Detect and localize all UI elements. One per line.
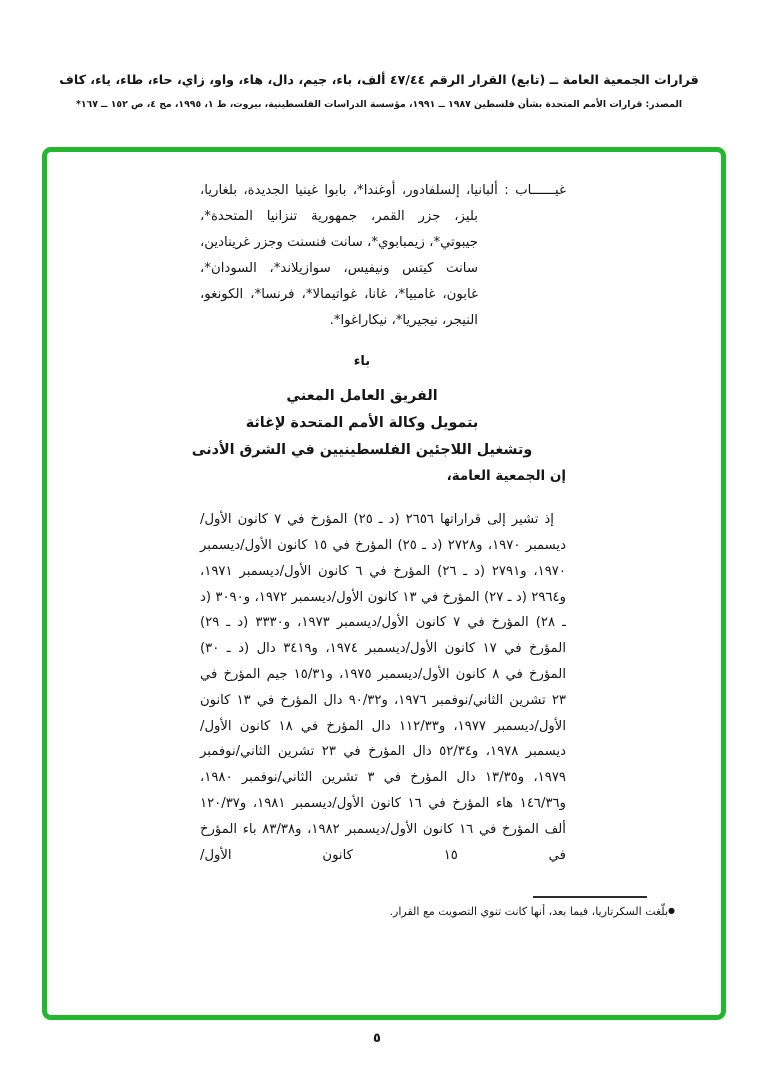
resolution-title-line-2: بتمويل وكالة الأمم المتحدة لإغاثة <box>245 415 479 431</box>
section-letter: باء <box>353 354 371 369</box>
resolution-title <box>158 383 566 464</box>
page-header-source-line: المصدر: قرارات الأمم المتحدة بشأن فلسطين ١٩٨٧ ــ ١٩٩١، مؤسسة الدراسات الفلسطينية، بيروت، ط ١، ١٩٩٥، مج ٤، ص ١٥٢ ــ ١٦٧* <box>75 99 683 110</box>
absent-countries-list: ألبانيا، إلسلفادور، أوغندا*، بابوا غينيا الجديدة، بلغاريا، بليز، جزر القمر، جمهورية تنزانيا المتحدة*، جيبوتي*، زيمبابوي*، سانت فنسنت وجزر غرينادين، سانت كيتس ونيفيس، سوازيلاند*، السودان*، غابون، غامبيا*، غانا، غواتيمالا*، فرنسا*، الكونغو، النيجر، نيجيريا*، نيكاراغوا*. <box>200 183 498 329</box>
absent-separator: : <box>497 183 516 199</box>
footnote-separator-rule <box>533 896 647 898</box>
footnote-text: بلّغت السكرتاريا، فيما بعد، أنها كانت تنوي التصويت مع القرار. <box>389 905 669 918</box>
preamble-intro: إن الجمعية العامة، <box>446 468 566 484</box>
recital-paragraph: إذ تشير إلى قراراتها ٢٦٥٦ (د ـ ٢٥) المؤرخ في ٧ كانون الأول/ديسمبر ١٩٧٠، و٢٧٢٨ (د ـ ٢٥) المؤرخ في ١٥ كانون الأول/ديسمبر ١٩٧٠، و٢٧٩١ (د ـ ٢٦) المؤرخ في ٦ كانون الأول/ديسمبر ١٩٧١، و٢٩٦٤ (د ـ ٢٧) المؤرخ في ١٣ كانون الأول/ديسمبر ١٩٧٢، و٣٠٩٠ (د ـ ٢٨) المؤرخ في ٧ كانون الأول/ديسمبر ١٩٧٣، و٣٣٣٠ (د ـ ٢٩) المؤرخ في ١٧ كانون الأول/ديسمبر ١٩٧٤، و٣٤١٩ دال (د ـ ٣٠) المؤرخ في ٨ كانون الأول/ديسمبر ١٩٧٥، و١٥/٣١ جيم المؤرخ في ٢٣ تشرين الثاني/نوفمبر ١٩٧٦، و٩٠/٣٢ دال المؤرخ في ١٣ كانون الأول/ديسمبر ١٩٧٧، و١١٢/٣٣ دال المؤرخ في ١٨ كانون الأول/ديسمبر ١٩٧٨، و٥٢/٣٤ دال المؤرخ في ٢٣ تشرين الثاني/نوفمبر ١٩٧٩، و١٣/٣٥ دال المؤرخ في ٣ تشرين الثاني/نوفمبر ١٩٨٠، و١٤٦/٣٦ هاء المؤرخ في ١٦ كانون الأول/ديسمبر ١٩٨١، و١٢٠/٣٧ ألف المؤرخ في ١٦ كانون الأول/ديسمبر ١٩٨٢، و٨٣/٣٨ باء المؤرخ في ١٥ كانون الأول/ <box>200 512 566 863</box>
page-header-title: قرارات الجمعية العامة ــ (تابع) القرار الرقم ٤٧/٤٤ ألف، باء، جيم، دال، هاء، واو، زاي، حاء، طاء، ياء، كاف <box>59 72 699 87</box>
footnote-bullet-icon: ● <box>668 906 675 915</box>
absent-label: غيــــــاب <box>515 183 567 199</box>
page-number: ٥ <box>373 1031 381 1046</box>
absent-countries-paragraph <box>200 178 566 334</box>
footnote <box>200 902 675 921</box>
resolution-title-line-3: وتشغيل اللاجئين الفلسطينيين في الشرق الأدنى <box>191 442 533 458</box>
resolution-title-line-1: الفريق العامل المعني <box>286 388 438 404</box>
